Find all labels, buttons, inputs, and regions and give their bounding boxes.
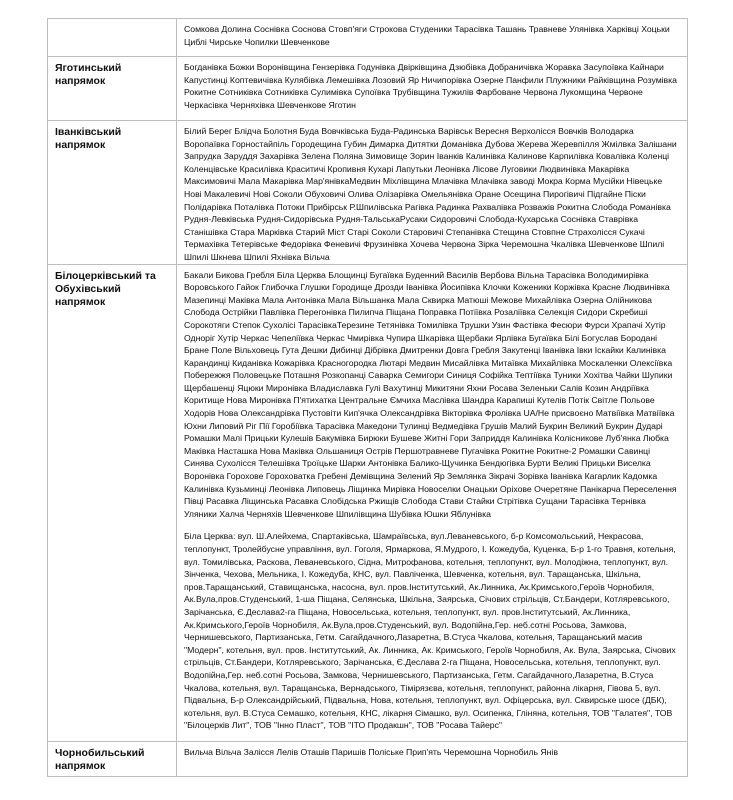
settlements-text: Богданівка Божки Воронівщина Гензерівка Годунівка Двірківщина Дзюбівка Добраничівка Жоравка Засупоївка Кайнари Капустинці Коптевичівка Кулябівка Лемешівка Лозовий Яр Ничипорівка Озерне Панфили Плужники Райківщина Розумівка Рокитне Сотниківка Сотниківка Сулимівка Супоївка Трубівщина Тужилів Фарбоване Червона Лукомщина Червоне Черкасівка Черняхівка Шевченкове Яготин	[184, 62, 677, 110]
settlements-cell	[177, 19, 688, 57]
settlements-text: Вильча Вільча Залісся Лелів Оташів Паришів Поліське Прип'ять Черемошна Чорнобиль Янів	[184, 746, 558, 757]
settlements-text: Біла Церква: вул. Ш.Алейхема, Спартаківська, Шамраївська, вул.Леваневського, б-р Комсомольський, Некрасова, теплопункт, Тролейбусне управління, вул. Гоголя, Ярмаркова, Я.Мудрого, І. Кожедуба, Куценка, Б-р 1-го Травня, котельня, вул. Томилівська, Раскова, Леваневського, Сідна, Митрофанова, котельня, теплопункт, вул. Молодіжна, теплопункт, вул. Зінченка, Чехова, Мельника, І. Кожедуба, КНС, вул. Павліченка, Шевченка, котельня, вул. Таращанська, Шкільна, пров.Таращанський, Ставищанська, насосна, вул. пров.Інститутський, Ак.Линника, Ак.Кримського,Героїв Чорнобиля, Ак.Вула,пров.Студенський, 1-ша Піщана, Селянська, Шкільна, Заярська, Січових стрільців, Ст.Бандери, Котляревського, Зарічанська, Є.Деслава2-га Піщана, Новосельська, котельня, теплопункт, вул. пров.Інститутський, Ак.Линника, Ак.Кримського,Героїв Чорнобиля, Ак.Вула,пров.Студенський, вул. Водопійна,Гер. неб.сотні Росьова, Замкова, Чернишевського, Партизанська, Гетм. Сагайдачного,Лазаретна, В.Стуса Чкалова, котельня, Таращанський масив "Модерн", котельня, вул. пров. Інститутський, Ак. Линника, Ак. Кримського, Героїв Чорнобиля, Ак. Вула, Заярська, Січових стрільців, Ст.Бандери, Котляревського, Зарічанська, Є.Деслава 2-га Піщана, Новосельська, котельня, теплопункт, вул. Водопійна,Гер. неб.сотні Росьова, Замкова, Чернишевського, Партизанська, Гетм. Сагайдачного,Лазаретна, В.Стуса Чкалова, котельня, вул. Таращанська, Вернадського, Тімірязєва, котельня, теплопункт, районна лікарня, Гівова 5, вул. Підвальна, Б-р Олександрійський, Підвальна, Нова, котельня, теплопункт, вул. Офіцерська, вул. Сквирське шосе (ДБК), котельня, вул. В.Стуса Семашко, котельня, КНС, лікарня Сімашко, вул. Осипенка, Гліняна, котельня, ТОВ "Галатея", ТОВ "Білоцерків Лит", ТОВ "Інно Пласт", ТОВ "ІТО Продакшн", ТОВ "Росава Тайерс"	[184, 531, 676, 731]
settlements-table-page	[47, 18, 688, 777]
settlements-text: Сомкова Долина Соснівка Соснова Стовп'яги Строкова Студеники Тарасівка Ташань Травневе Улянівка Харківці Хоцьки Циблі Чирське Чопилки Шевченкове	[184, 24, 670, 47]
table-row	[48, 19, 688, 57]
paragraph-gap	[184, 520, 681, 530]
settlements-cell	[177, 57, 688, 121]
settlements-text: Бакали Бикова Гребля Біла Церква Блощинці Бугаївка Буденний Василів Вербова Вільна Тарасівка Володимирівка Воровського Гайок Глибочка Глушки Городище Дрозди Іванівка Йосипівка Клочки Коженики Коржівка Красне Людвинівка Мазепинці Маківка Мала Антонівка Мала Вільшанка Мала Сквирка Матюші Межове Михайлівка Озерна Олійникова Слобода Острійки Павлівка Перегонівка Пилипча Піщана Поправка Потіївка Розаліївка Селекція Сидори Скребиші Сорокотяги Степок Сухолісі ТарасівкаТерезине Тетянівка Томилівка Трушки Узин Фастівка Фесюри Фурси Храпачі Хутір Одноріг Хутір Черкас Чепеліївка Черкас Чмирівка Чупира Шкарівка Щербаки Ярлівка Бугаївка Білі Богуслав Бородані Бране Поле Вільховець Гута Дешки Дибинці Дібрівка Дмитренки Довга Гребля Закутенці Іванівка Івки Іскайки Калинівка Карандинці Киданівка Кожарівка Красногородка Лютарі Медвин Мисайлівка Митаївка Михайлівка Москаленки Олексіївка Побережжя Половецьке Поташня Розкопанці Саварка Семигори Синиця Софійка Тептіївка Туники Хохітва Чайки Шупики Щербашенці Яцюки Миронівка Владиславка Гулі Вахутинці Микитяни Яхни Росава Зеленьки Салів Козин Андріївка Коритище Нова Миронівка П'ятихатка Центральне Ємчиха Маслівка Шандра Карапиші Кутелів Потік Світле Польове Ходорів Нова Олександрівка Пустовіти Кип'ячка Олександрівка Вікторівка Фролівка UA/Не присвоєно Матвіївка Матвіївка Юхни Липовий Ріг Пії Горобіївка Тарасівка Македони Тулинці Ведмедівка Грушів Малий Букрин Великий Букрин Дударі Ромашки Малі Прицьки Кулешів Бакумівка Бирюки Бушеве Житні Гори Заприддя Калинівка Колісникове Луб'янка Любка Маківка Насташка Нова Маківка Ольшаниця Острів Першотравневе Пугачівка Рокитне Рокитне-2 Ромашки Савинці Синява Сухолісся Телешівка Троїцьке Шарки Антонівка Балико-Щучинка Бендюгівка Бурти Великі Прицьки Виселка Воронівка Горохове Гороховатка Гребені Демівщина Зелений Яр Землянка Зікрачі Зорівка Іванівка Кагарлик Кадомка Калинівка Кузьминці Леонівка Липовець Ліщинка Мирівка Новоселки Онацьки Оріхове Очеретяне Панікарча Переселення Півці Расавка Ліщинська Расавка Слобідська Ржищів Слобода Стави Стайки Стрітівка Сущани Тарасівка Тернівка Уляники Халча Черняхів Шевченкове Шпилівщина Шубівка Юшки Яблунівка	[184, 269, 677, 519]
direction-cell: Білоцерківський та Обухівський напрямок	[48, 264, 177, 741]
direction-cell: Яготинський напрямок	[48, 57, 177, 121]
settlements-text: Білий Берег Блідча Болотня Буда Вовчківська Буда-Радинська Варівськ Вересня Верхолісся Вовчків Володарка Воропаївка Горностайпіль Городещина Губин Димарка Дитятки Доманівка Дубова Жерева Жеревпілля Жмілвка Залішани Запрудка Заруддя Захарівка Зелена Поляна Зимовище Зорин Іванків Калинівка Калинове Карпилівка Ковалівка Коленці Коленцівське Красилівка Краситичі Кропивня Кухарі Лапутьки Леонівка Лісове Луговики Людвинівка Макарівка Максимовичі Мала Макарівка Мар'янівкаМедвин Міхлівщина Млачівка Млачівка заводі Мокра Корма Мусійки Нівецьке Нові Макалевичі Нові Соколи Обуховичі Олива Олізарівка Омельянівка Оране Осещина Пирогівичі Підгайне Піски Полідарівка Поталівка Потоки Прибірськ Р.Шпилівська Рагівка Радинка Рахвалівка Розважів Рокитна Слобода Романівка Рудня-Левківська Рудня-Сидорівська Рудня-ТальськаРусаки Сидоровичі Слобода-Кухарська Соснівка Ставрівка Станішівка Стара Марківка Старий Міст Старі Соколи Старовичі Степанівка Стещина Стовпне Страхолісся Сукачі Термахівка Тетерівське Федорівка Феневичі Фрузинівка Хочева Червона Зірка Черемошна Чкалівка Шевченкове Шпилі Шпилі Шкнева Шпилі Яхнівка Вільча	[184, 126, 677, 262]
settlements-table	[47, 18, 688, 777]
table-row	[48, 121, 688, 265]
settlements-cell	[177, 264, 688, 741]
settlements-cell	[177, 741, 688, 776]
direction-cell	[48, 19, 177, 57]
direction-cell: Іванківський напрямок	[48, 121, 177, 265]
direction-cell: Чорнобильський напрямок	[48, 741, 177, 776]
table-row	[48, 264, 688, 741]
table-row	[48, 741, 688, 776]
settlements-cell	[177, 121, 688, 265]
table-row	[48, 57, 688, 121]
